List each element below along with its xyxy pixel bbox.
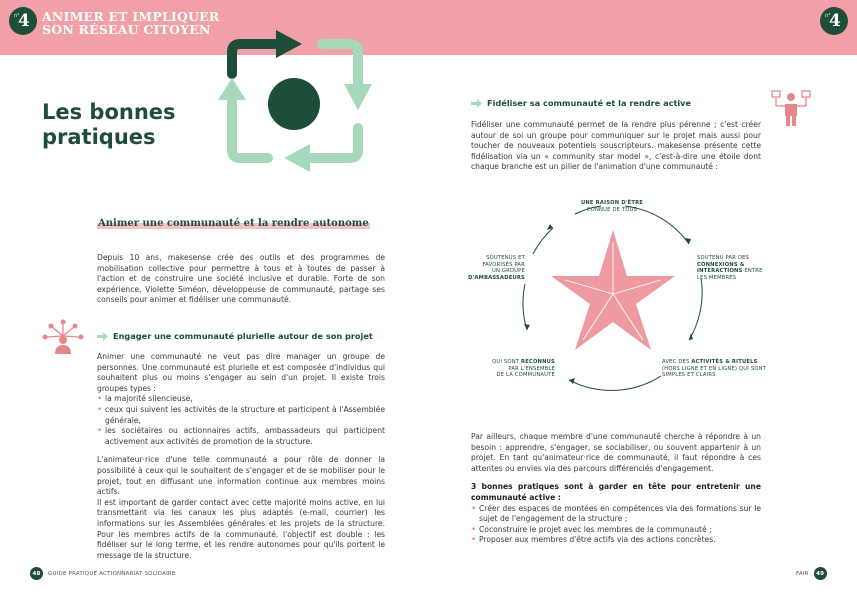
article-subtitle: Animer une communauté et la rendre autonome xyxy=(98,218,369,229)
intro-text: Depuis 10 ans, makesense crée des outils et des programmes de mobilisation collective pour permettre à tous et à toutes de passer à l'action et de construire une société inclusive et durable. Forte de son expérience, Violette Siméon, développeuse de communauté, partage ses conseils pour animer et fidéliser une communauté. xyxy=(97,253,385,305)
fideliser-paragraph-2: Par ailleurs, chaque membre d'une communauté cherche à répondre à un besoin : apprendre, s'engager, se sociabiliser, ou souvent appartenir à un projet. En tant qu'animateur·rice de communauté, il faut répondre à ces attentes ou envies via des parcours différenciés d'engagement. xyxy=(471,432,761,473)
page-title-line1: Les bonnes xyxy=(42,100,176,124)
star-label-bottom-left xyxy=(455,359,555,379)
star-right-l1: SOUTENU PAR DES xyxy=(697,255,750,261)
chapter-title xyxy=(42,10,219,36)
star-bl-l2: PAR L'ENSEMBLE xyxy=(508,365,555,372)
chapter-sup: n° xyxy=(14,13,20,19)
list-item: • les sociétaires ou actionnaires actifs, ambassadeurs qui participent activement aux activités de promotion de la structure. xyxy=(97,426,385,447)
engager-paragraph-2: L'animateur·rice d'une telle communauté a pour rôle de donner la possibilité à ceux qui le souhaitent de s'engager et de se mobiliser pour le projet, tout en diffusant une information continue aux membres moins actifs. xyxy=(97,455,385,497)
star-right-bold2: INTERACTIONS xyxy=(697,268,743,275)
engager-paragraph-3: Il est important de garder contact avec cette majorité moins active, en lui transmettant via les canaux les plus adaptés (e-mail, courrier) les informations sur les Assemblées générales et les projets de la structure. Pour les membres actifs de la communauté, l'objectif est double : les fidéliser sur le long terme, et les rendre autonomes pour qu'ils portent le message de la structure. xyxy=(97,497,385,560)
star-br-bold: ACTIVITÉS & RITUELS xyxy=(691,359,758,365)
section-heading-fideliser xyxy=(471,98,691,108)
footer-right-text: FAIR xyxy=(796,570,809,577)
star-bl-l1: QUI SONT xyxy=(492,359,521,365)
section-heading-engager xyxy=(97,331,373,341)
chapter-sup: n° xyxy=(825,13,831,19)
section-title-fideliser: Fidéliser sa communauté et la rendre active xyxy=(487,98,692,108)
page-title xyxy=(42,100,176,150)
engager-paragraph-1: Animer une communauté ne veut pas dire manager un groupe de personnes. Une communauté est plurielle et est composée d'individus qui souhaitent plus ou moins s'engager au sein d'un projet. Il existe trois groupes types : xyxy=(97,352,385,393)
chapter-number: 4 xyxy=(18,11,30,31)
network-people-icon xyxy=(40,318,86,356)
star-left-l1: SOUTENUS ET xyxy=(486,255,525,261)
presenter-icon xyxy=(766,88,816,128)
list-item: • ceux qui suivent les activités de la structure et participent à l'Assemblée générale, xyxy=(97,405,385,426)
fideliser-intro xyxy=(471,120,761,173)
star-br-l1: AVEC DES xyxy=(662,359,692,365)
engager-body xyxy=(97,352,385,561)
star-top-rest: CONNUE DE TOUS xyxy=(586,206,638,213)
star-bl-l3: DE LA COMMUNAUTÉ xyxy=(496,372,555,379)
arrow-right-icon xyxy=(471,99,482,108)
page-number-right: 49 xyxy=(814,567,827,580)
cycle-arrows-icon xyxy=(210,22,378,190)
star-top-bold: UNE RAISON D'ÊTRE xyxy=(580,200,644,206)
footer-left-text: GUIDE PRATIQUE ACTIONNARIAT SOLIDAIRE xyxy=(48,570,176,577)
chapter-title-line2: SON RÉSEAU CITOYEN xyxy=(42,22,211,37)
star-label-bottom-right xyxy=(662,359,766,379)
groups-list xyxy=(97,394,385,447)
chapter-number: 4 xyxy=(829,11,841,31)
star-br-l3: SIMPLES ET CLAIRS xyxy=(662,372,716,379)
chapter-title-line1: ANIMER ET IMPLIQUER xyxy=(42,9,220,24)
footer-left xyxy=(30,567,176,580)
star-right-l4: LES MEMBRES xyxy=(697,274,737,281)
section-title-engager: Engager une communauté plurielle autour de son projet xyxy=(113,331,373,341)
star-left-l3: UN GROUPE xyxy=(491,268,525,275)
star-label-right xyxy=(697,255,763,281)
star-left-l2: FAVORISÉS PAR xyxy=(482,261,525,268)
star-bl-bold: RECONNUS xyxy=(521,359,555,365)
star-label-top xyxy=(562,200,662,213)
star-right-l3: ENTRE xyxy=(742,268,763,275)
list-item: • Proposer aux membres d'être actifs via des actions concrètes. xyxy=(471,535,761,546)
practices-list xyxy=(471,504,761,546)
list-item: • Créer des espaces de montées en compétences via des formations sur le sujet de l'engagement de la structure ; xyxy=(471,504,761,525)
practices-title: 3 bonnes pratiques sont à garder en tête pour entretenir une communauté active : xyxy=(471,482,761,502)
chapter-badge-right xyxy=(820,7,848,35)
fideliser-paragraph-1: Fidéliser une communauté permet de la rendre plus pérenne ; c'est créer autour de soi un groupe pour communiquer sur le projet mais aussi pour toucher de nouveaux potentiels souscripteurs. makesense présente cette fidélisation via un « community star model », c'est-à-dire une étoile dont chaque branche est un pilier de l'animation d'une communauté : xyxy=(471,120,761,172)
intro-paragraph xyxy=(97,253,385,306)
list-item: • la majorité silencieuse, xyxy=(97,394,385,405)
star-right-bold1: CONNEXIONS & xyxy=(697,261,745,268)
fideliser-body xyxy=(471,432,761,546)
chapter-badge-left xyxy=(9,7,37,35)
star-label-left xyxy=(425,255,525,281)
list-item: • Coconstruire le projet avec les membres de la communauté ; xyxy=(471,525,761,536)
page-number-left: 48 xyxy=(30,567,43,580)
arrow-right-icon xyxy=(97,332,108,341)
star-br-l2: (HORS LIGNE ET EN LIGNE) QUI SONT xyxy=(662,365,767,372)
footer-right xyxy=(796,567,827,580)
page-title-line2: pratiques xyxy=(42,125,156,149)
star-left-bold: D'AMBASSADEURS xyxy=(468,274,525,281)
